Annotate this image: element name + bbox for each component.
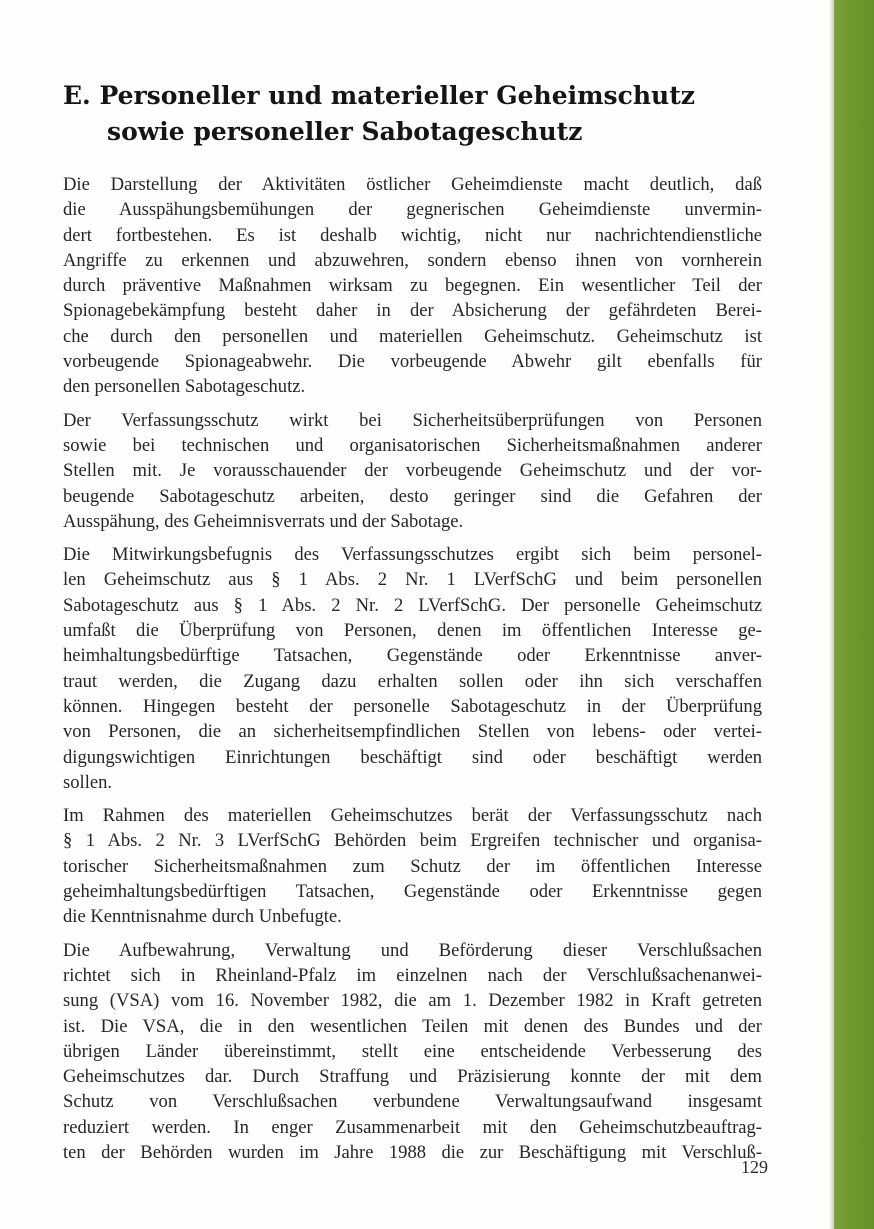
text-line: sung (VSA) vom 16. November 1982, die am 1. Dezember 1982 in Kraft getreten [63, 990, 762, 1012]
text-line: Der Verfassungsschutz wirkt bei Sicherheitsüberprüfungen von Personen [63, 409, 762, 431]
paragraph [63, 938, 762, 1166]
text-line: ten der Behörden wurden im Jahre 1988 die zur Beschäftigung mit Verschluß- [63, 1141, 762, 1163]
text-line: umfaßt die Überprüfung von Personen, denen im öffentlichen Interesse ge- [63, 620, 762, 642]
paragraph [63, 172, 762, 400]
text-line: die Kenntnisnahme durch Unbefugte. [63, 906, 342, 928]
text-line: Die Mitwirkungsbefugnis des Verfassungsschutzes ergibt sich beim personel- [63, 544, 762, 566]
text-line: § 1 Abs. 2 Nr. 3 LVerfSchG Behörden beim Ergreifen technischer und organisa- [63, 830, 762, 852]
text-line: Schutz von Verschlußsachen verbundene Verwaltungsaufwand insgesamt [63, 1091, 762, 1113]
text-line: übrigen Länder übereinstimmt, stellt eine entscheidende Verbesserung des [63, 1040, 762, 1062]
text-line: torischer Sicherheitsmaßnahmen zum Schutz der im öffentlichen Interesse [63, 855, 762, 877]
green-page-edge [834, 0, 874, 1229]
text-line: Geheimschutzes dar. Durch Straffung und Präzisierung konnte der mit dem [63, 1066, 762, 1088]
text-line: traut werden, die Zugang dazu erhalten sollen oder ihn sich verschaffen [63, 670, 762, 692]
text-line: reduziert werden. In enger Zusammenarbeit mit den Geheimschutzbeauftrag- [63, 1116, 762, 1138]
text-line: Im Rahmen des materiellen Geheimschutzes berät der Verfassungsschutz nach [63, 805, 762, 827]
heading-line-1: E. Personeller und materieller Geheimschutz [63, 81, 695, 110]
text-line: che durch den personellen und materiellen Geheimschutz. Geheimschutz ist [63, 325, 762, 347]
text-line: von Personen, die an sicherheitsempfindlichen Stellen von lebens- oder vertei- [63, 721, 762, 743]
text-line: Die Darstellung der Aktivitäten östlicher Geheimdienste macht deutlich, daß [63, 174, 762, 195]
text-line: können. Hingegen besteht der personelle Sabotageschutz in der Überprüfung [63, 695, 762, 717]
text-line: richtet sich in Rheinland-Pfalz im einzelnen nach der Verschlußsachenanwei- [63, 964, 762, 986]
paragraph [63, 408, 762, 534]
text-line: geheimhaltungsbedürftigen Tatsachen, Gegenstände oder Erkenntnisse gegen [63, 881, 762, 903]
text-line: len Geheimschutz aus § 1 Abs. 2 Nr. 1 LVerfSchG und beim personellen [63, 569, 762, 591]
text-line: Sabotageschutz aus § 1 Abs. 2 Nr. 2 LVerfSchG. Der personelle Geheimschutz [63, 594, 762, 616]
text-line: sowie bei technischen und organisatorischen Sicherheitsmaßnahmen anderer [63, 434, 762, 456]
text-line: den personellen Sabotageschutz. [63, 376, 306, 398]
text-line: heimhaltungsbedürftige Tatsachen, Gegenstände oder Erkenntnisse anver- [63, 645, 762, 667]
paragraph [63, 542, 762, 795]
text-line: vorbeugende Spionageabwehr. Die vorbeugende Abwehr gilt ebenfalls für [63, 351, 762, 373]
text-line: ist. Die VSA, die in den wesentlichen Teilen mit denen des Bundes und der [63, 1015, 762, 1037]
heading-line-2: sowie personeller Sabotageschutz [107, 117, 583, 146]
text-line: Die Aufbewahrung, Verwaltung und Beförderung dieser Verschlußsachen [63, 939, 762, 961]
text-line: durch präventive Maßnahmen wirksam zu begegnen. Ein wesentlicher Teil der [63, 275, 762, 297]
text-line: beugende Sabotageschutz arbeiten, desto geringer sind die Gefahren der [63, 485, 762, 507]
text-line: Spionagebekämpfung besteht daher in der Absicherung der gefährdeten Berei- [63, 300, 762, 322]
text-line: Ausspähung, des Geheimnisverrats und der Sabotage. [63, 510, 464, 532]
text-line: sollen. [63, 771, 113, 793]
body-text [63, 172, 762, 1173]
page-number: 129 [741, 1157, 768, 1177]
text-line: digungswichtigen Einrichtungen beschäftigt sind oder beschäftigt werden [63, 746, 762, 768]
paragraph [63, 803, 762, 929]
text-line: die Ausspähungsbemühungen der gegnerischen Geheimdienste unvermin- [63, 199, 762, 221]
text-line: dert fortbestehen. Es ist deshalb wichtig, nicht nur nachrichtendienstliche [63, 224, 762, 246]
text-line: Stellen mit. Je vorausschauender der vorbeugende Geheimschutz und der vor- [63, 460, 762, 482]
section-heading [63, 78, 783, 150]
text-line: Angriffe zu erkennen und abzuwehren, sondern ebenso ihnen von vornherein [63, 249, 762, 271]
